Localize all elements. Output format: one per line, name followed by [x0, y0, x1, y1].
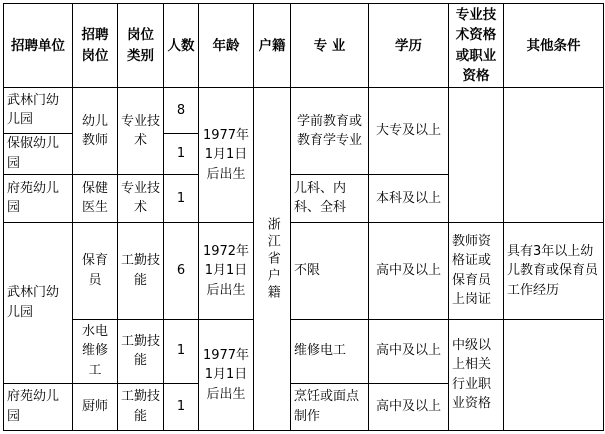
education-cell: 高中及以上 [369, 383, 449, 430]
major-cell: 儿科、内科、全科 [291, 174, 369, 222]
major-cell: 学前教育或教育学专业 [291, 88, 369, 174]
education-cell: 高中及以上 [369, 223, 449, 320]
education-cell: 本科及以上 [369, 174, 449, 222]
position-cell: 幼儿教师 [73, 88, 118, 174]
header-category: 岗位类别 [118, 4, 164, 88]
count-cell: 1 [164, 133, 199, 174]
unit-cell: 武林门幼儿园 [4, 88, 73, 133]
huji-cell [254, 88, 291, 431]
unit-cell: 府苑幼儿园 [4, 174, 73, 222]
qualification-cell: 中级以上相关行业职业资格 [449, 319, 504, 430]
other-cell-empty [504, 88, 604, 223]
count-cell: 8 [164, 88, 199, 133]
age-cell: 1977年1月1日后出生 [199, 88, 254, 223]
other-cell: 具有3年以上幼儿教育或保育员工作经历 [504, 223, 604, 320]
header-row [4, 4, 604, 88]
position-cell: 厨师 [73, 383, 118, 430]
other-cell-empty [504, 319, 604, 430]
category-cell: 工勤技能 [118, 223, 164, 320]
unit-cell: 武林门幼儿园 [4, 223, 73, 383]
major-cell: 维修电工 [291, 319, 369, 383]
recruitment-table [3, 3, 604, 431]
age-cell: 1972年1月1日后出生 [199, 223, 254, 320]
header-huji: 户籍 [254, 4, 291, 88]
huji-text: 浙江省户籍 [264, 216, 280, 302]
header-major: 专 业 [291, 4, 369, 88]
header-position: 招聘岗位 [73, 4, 118, 88]
header-count: 人数 [164, 4, 199, 88]
category-cell: 专业技术 [118, 174, 164, 222]
header-qualification: 专业技术资格或职业资格 [449, 4, 504, 88]
header-other: 其他条件 [504, 4, 604, 88]
major-cell: 不限 [291, 223, 369, 320]
count-cell: 1 [164, 319, 199, 383]
position-cell: 水电维修工 [73, 319, 118, 383]
education-cell: 高中及以上 [369, 319, 449, 383]
count-cell: 1 [164, 383, 199, 430]
count-cell: 1 [164, 174, 199, 222]
header-education: 学历 [369, 4, 449, 88]
major-cell: 烹饪或面点制作 [291, 383, 369, 430]
qualification-cell-empty [449, 88, 504, 223]
category-cell: 工勤技能 [118, 383, 164, 430]
education-cell: 大专及以上 [369, 88, 449, 174]
header-age: 年龄 [199, 4, 254, 88]
header-unit: 招聘单位 [4, 4, 73, 88]
position-cell: 保育员 [73, 223, 118, 320]
table-row [4, 88, 604, 133]
unit-cell: 保俶幼儿园 [4, 133, 73, 174]
position-cell: 保健医生 [73, 174, 118, 222]
age-cell: 1977年1月1日后出生 [199, 319, 254, 430]
count-cell: 6 [164, 223, 199, 320]
qualification-cell: 教师资格证或保育员上岗证 [449, 223, 504, 320]
category-cell: 工勤技能 [118, 319, 164, 383]
table-row [4, 223, 604, 320]
category-cell: 专业技术 [118, 88, 164, 174]
unit-cell: 府苑幼儿园 [4, 383, 73, 430]
table-row [4, 319, 604, 383]
